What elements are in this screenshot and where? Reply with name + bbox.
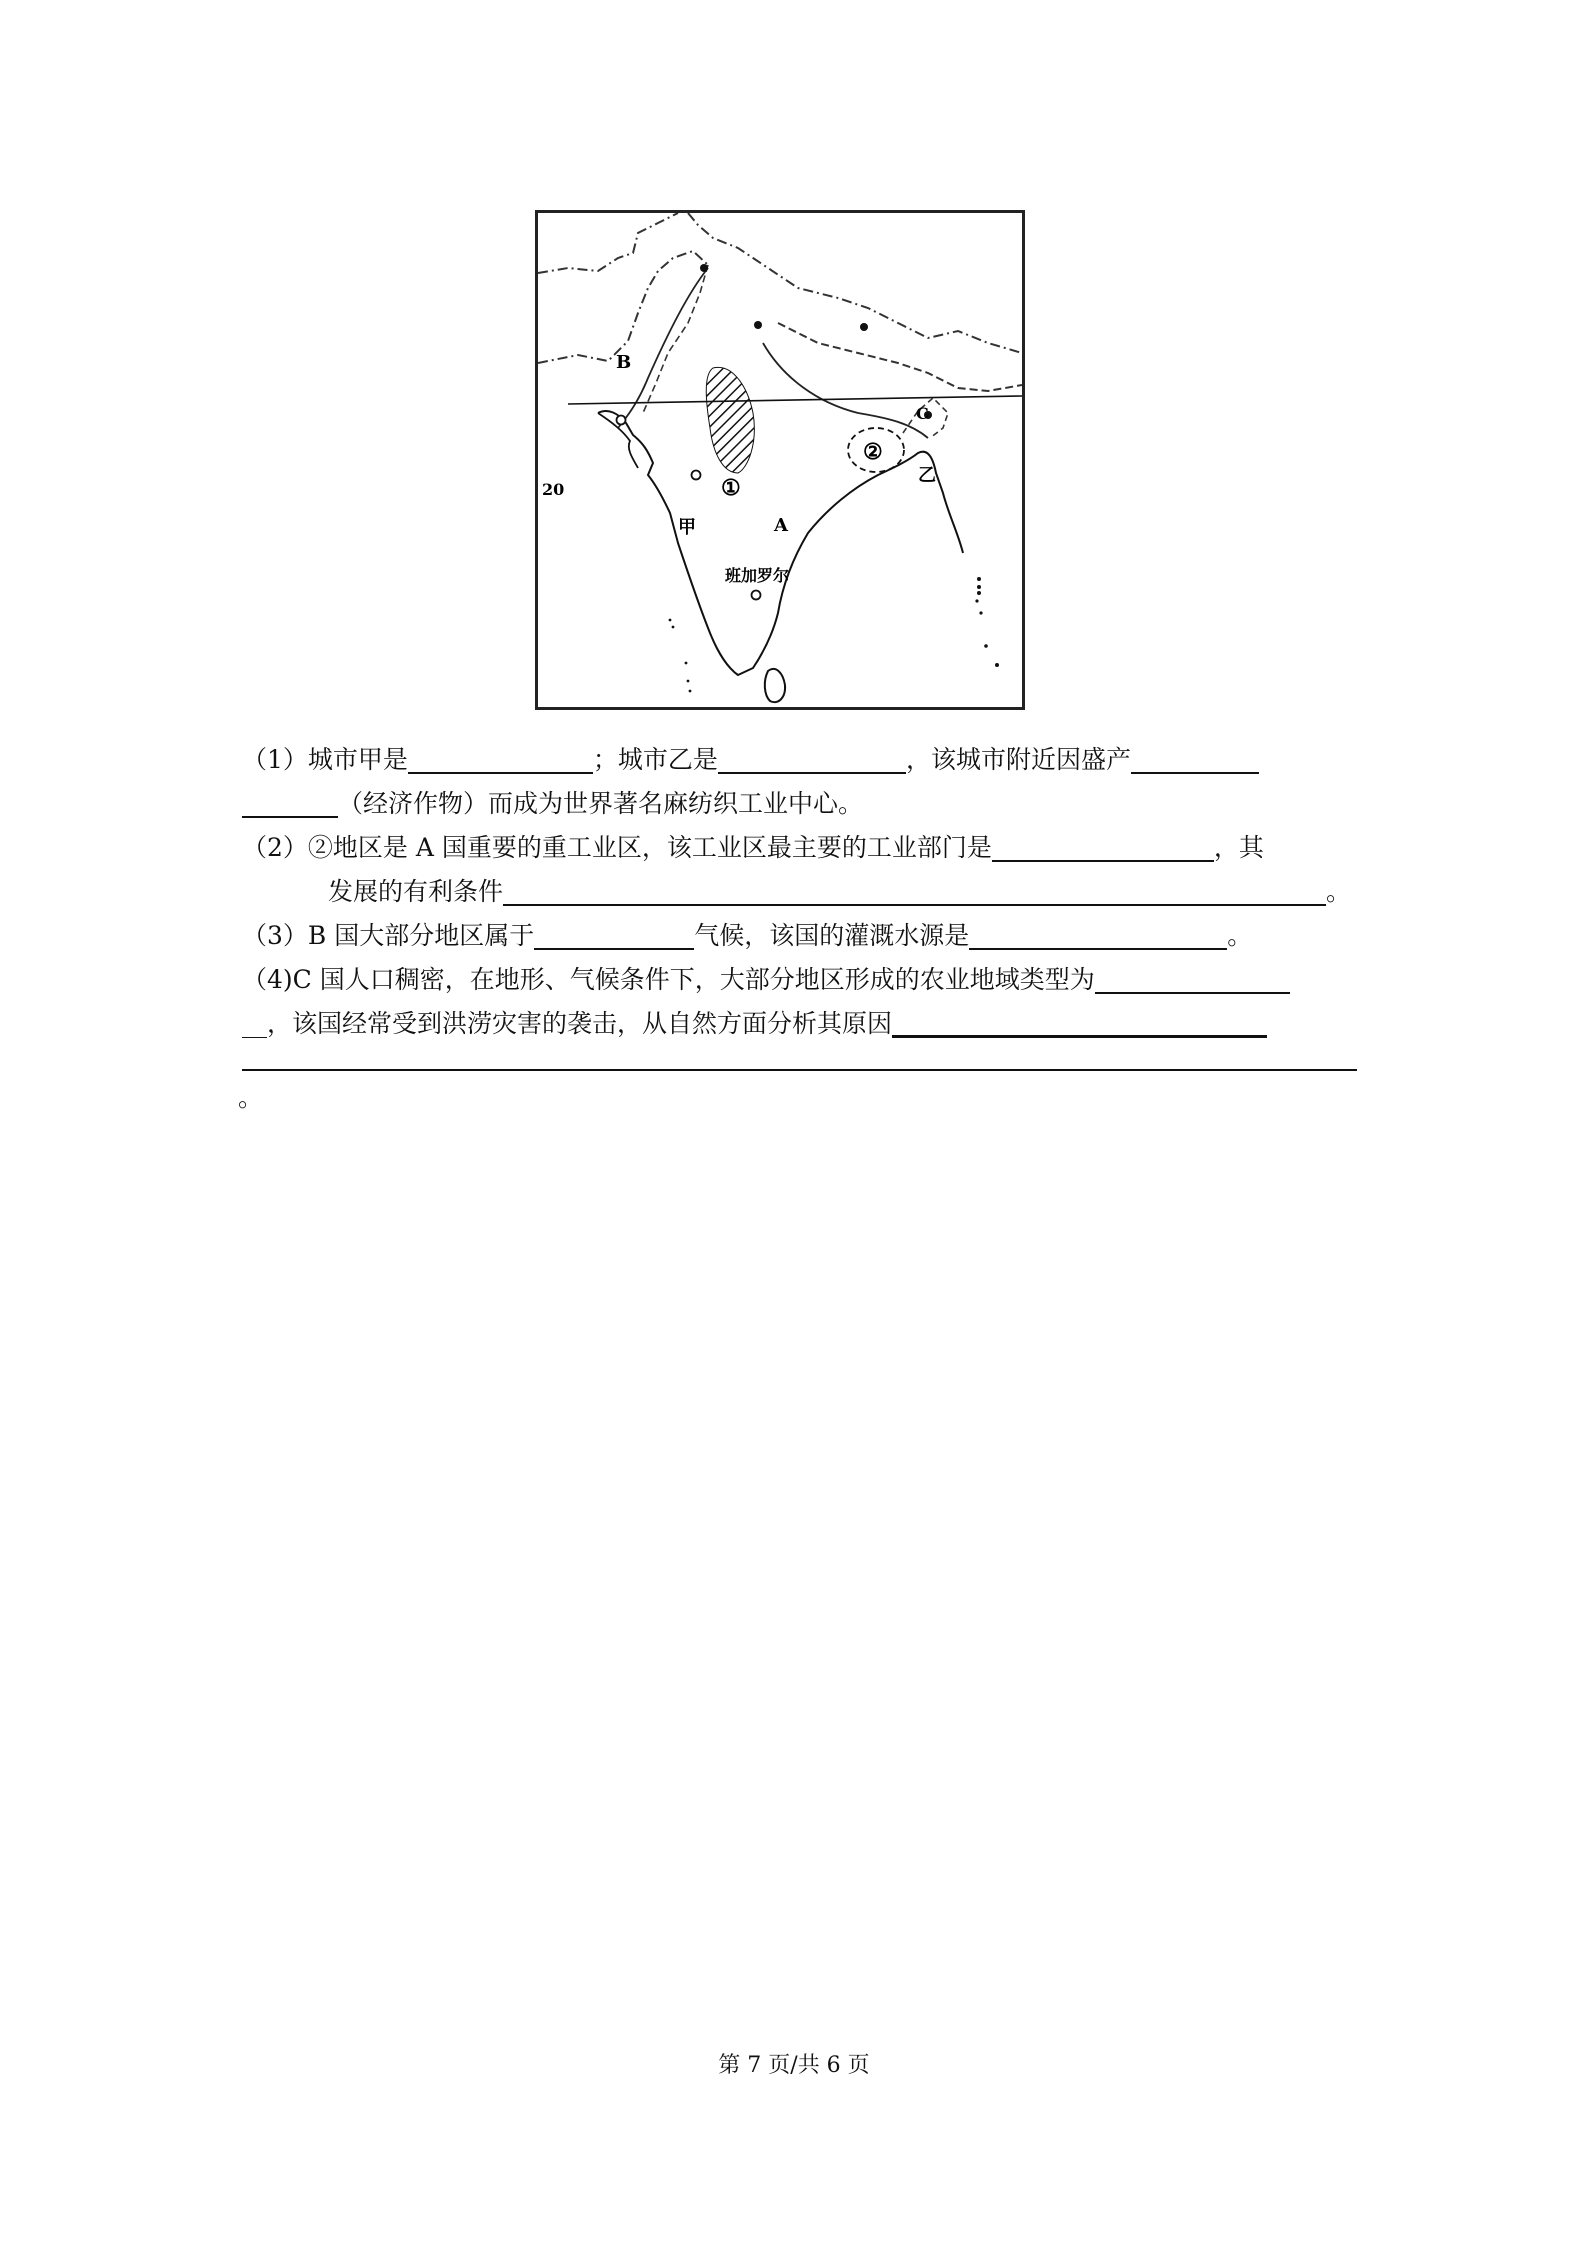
map-svg (538, 213, 1022, 707)
q1-blank-yi[interactable] (718, 746, 906, 774)
q2-blank-conditions[interactable] (503, 878, 1326, 906)
q1-part-d: （经济作物）而成为世界著名麻纺织工业中心。 (338, 789, 864, 818)
q4-blank-agri-type[interactable] (1095, 966, 1290, 994)
question-3-line (242, 914, 1357, 958)
q3-part-a: （3）B 国大部分地区属于 (242, 921, 535, 950)
city-dot-nepal (860, 323, 868, 331)
question-4-line-1 (242, 958, 1357, 1002)
sri-lanka (765, 669, 785, 702)
q2-part-d: 。 (1326, 877, 1352, 906)
india-coastline (598, 411, 963, 675)
q4-answer-line[interactable] (242, 1069, 1357, 1071)
q2-part-b: ，其 (1213, 833, 1264, 862)
page-footer: 第 7 页/共 6 页 (718, 2053, 870, 2078)
q1-part-c: ，该城市附近因盛产 (905, 745, 1131, 774)
question-2-line-2 (328, 870, 1358, 914)
label-C: C (916, 404, 929, 423)
question-4-line-2 (242, 1002, 1357, 1046)
city-jia-marker (692, 471, 701, 480)
q2-part-c: 发展的有利条件 (328, 877, 504, 906)
china-border (778, 323, 1022, 391)
question-1-line-2 (242, 782, 1357, 826)
islands-east (975, 577, 999, 667)
label-region2: ② (863, 439, 883, 465)
q3-blank-climate[interactable] (534, 922, 694, 950)
region-1-hatched (706, 367, 754, 473)
label-lat20: 20 (542, 480, 565, 499)
label-yi: 乙 (918, 465, 936, 486)
pakistan-india-border (643, 265, 708, 413)
q1-part-a: （1）城市甲是 (242, 745, 408, 774)
q2-blank-industry[interactable] (992, 834, 1214, 862)
question-2-line-1 (242, 826, 1357, 870)
city-dot-north (700, 264, 708, 272)
q4-part-a: （4)C 国人口稠密，在地形、气候条件下，大部分地区形成的农业地域类型为 (242, 965, 1095, 994)
label-A: A (774, 515, 788, 536)
q1-blank-jia[interactable] (408, 746, 593, 774)
q1-blank-crop-cont[interactable] (242, 790, 338, 818)
q4-part-c: 。 (238, 1083, 264, 1112)
q4-part-b: __，该国经常受到洪涝灾害的袭击，从自然方面分析其原因 (242, 1009, 893, 1038)
label-B: B (616, 352, 632, 373)
question-1-line-1 (242, 738, 1357, 782)
south-asia-map (535, 210, 1025, 710)
city-karachi-marker (617, 416, 626, 425)
q2-part-a: （2）②地区是 A 国重要的重工业区，该工业区最主要的工业部门是 (242, 833, 992, 862)
question-4-end (238, 1076, 1353, 1120)
ganges-river (763, 343, 928, 438)
label-jia: 甲 (678, 517, 696, 538)
q1-blank-crop[interactable] (1131, 746, 1259, 774)
q4-blank-reason[interactable] (892, 1009, 1267, 1038)
bangalore-marker (752, 591, 761, 600)
label-bangalore: 班加罗尔 (725, 566, 790, 585)
q3-part-c: 。 (1227, 921, 1253, 950)
islands-west (669, 619, 692, 693)
northern-border (538, 213, 1022, 353)
indus-river (618, 268, 708, 428)
latitude-20-line (568, 396, 1022, 404)
q3-blank-water[interactable] (969, 922, 1227, 950)
q3-part-b: 气候，该国的灌溉水源是 (694, 921, 970, 950)
q1-part-b: ；城市乙是 (592, 745, 718, 774)
city-dot-delhi (754, 321, 762, 329)
label-region1: ① (721, 475, 741, 501)
